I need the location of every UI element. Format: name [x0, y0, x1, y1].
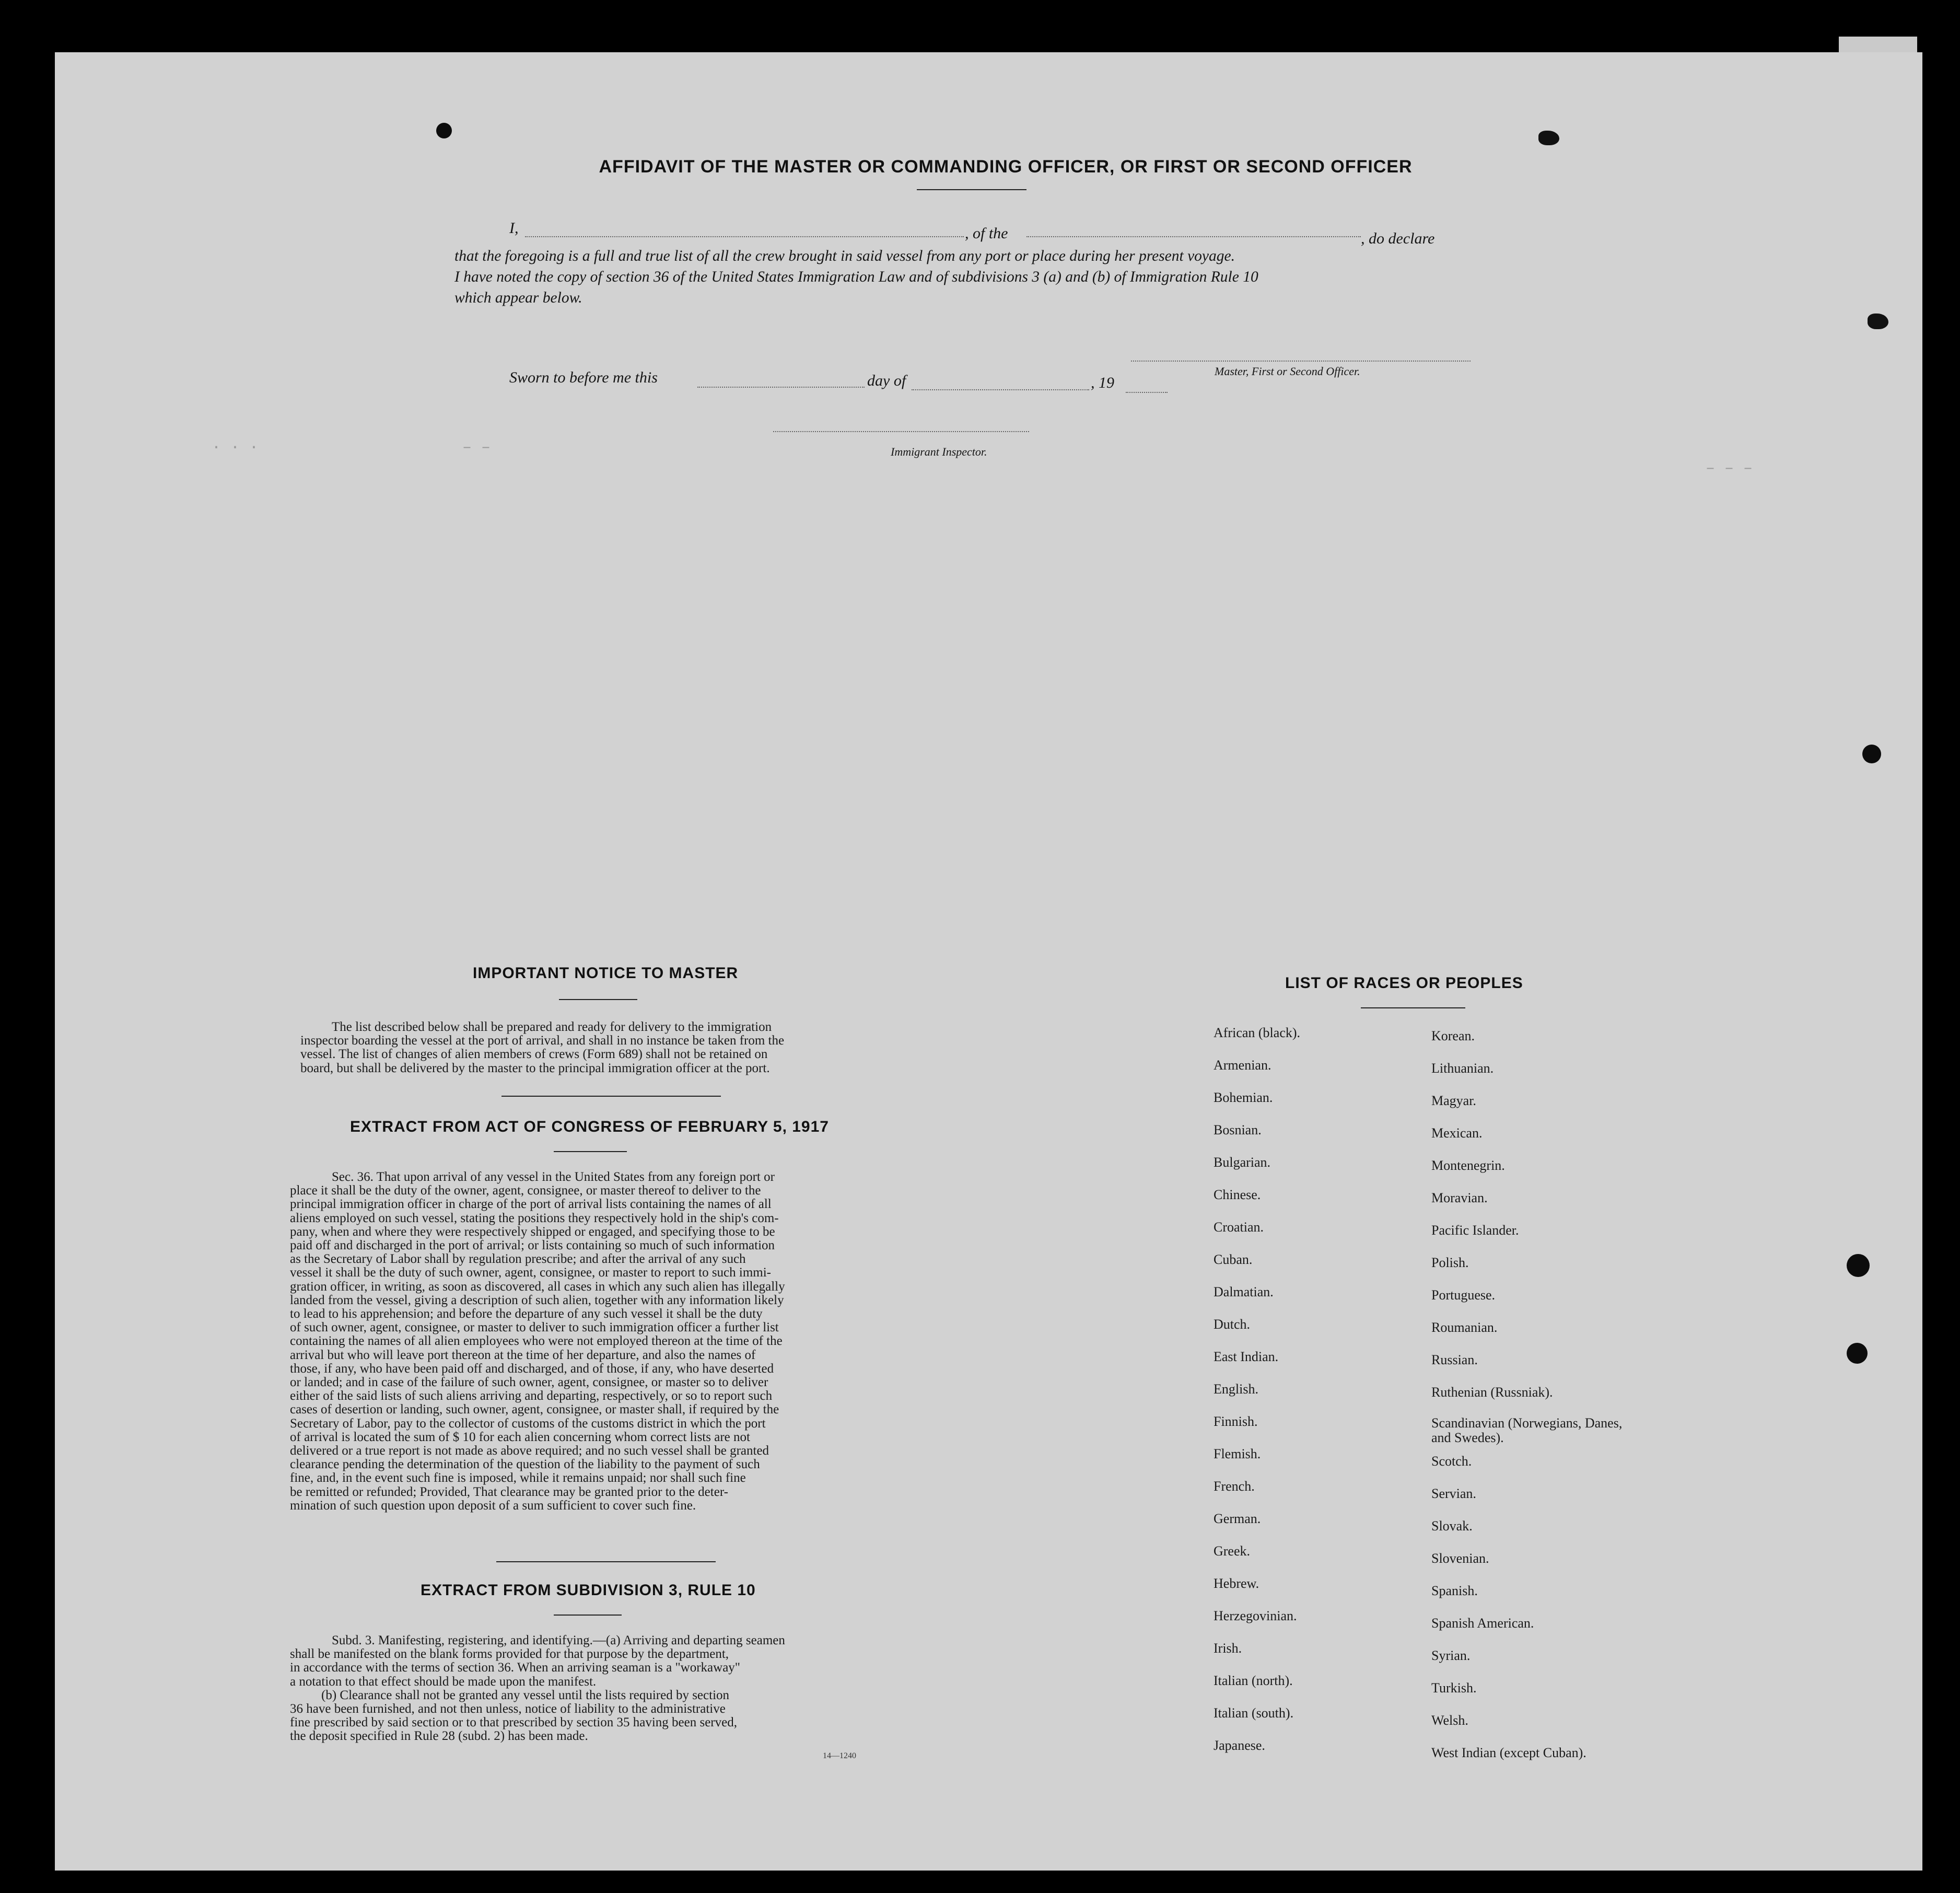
form-number: 14—1240 — [823, 1751, 856, 1760]
rule-line: fine prescribed by said section or to that prescribed by section 35 having been served, — [290, 1715, 737, 1730]
section-divider — [496, 1561, 716, 1562]
act-line: Sec. 36. That upon arrival of any vessel in the United States from any foreign port or — [332, 1170, 775, 1184]
sworn-month-field[interactable] — [912, 389, 1089, 390]
race-left: Flemish. — [1214, 1446, 1261, 1461]
race-left: Italian (north). — [1214, 1673, 1293, 1688]
act-divider — [554, 1151, 627, 1152]
race-right: Turkish. — [1431, 1680, 1477, 1695]
race-right: Moravian. — [1431, 1190, 1488, 1205]
race-left: German. — [1214, 1511, 1261, 1526]
vessel-name-field[interactable] — [1026, 236, 1361, 237]
act-line: or landed; and in case of the failure of such owner, agent, consignee, or master so to deliver — [290, 1375, 768, 1390]
rule-line: the deposit specified in Rule 28 (subd. 2) has been made. — [290, 1729, 588, 1744]
day-of-label: day of — [867, 372, 906, 389]
race-left: Dutch. — [1214, 1317, 1251, 1332]
race-right: Slovenian. — [1431, 1551, 1489, 1566]
rule-extract-title: EXTRACT FROM SUBDIVISION 3, RULE 10 — [421, 1582, 756, 1599]
race-left: Finnish. — [1214, 1414, 1258, 1429]
act-line: place it shall be the duty of the owner, agent, consignee, or master thereof to deliver to the — [290, 1183, 761, 1198]
race-right: Portuguese. — [1431, 1287, 1496, 1303]
notice-line: board, but shall be delivered by the master to the principal immigration officer at the port. — [300, 1061, 770, 1075]
act-line: be remitted or refunded; Provided, That clearance may be granted prior to the deter- — [290, 1484, 728, 1499]
race-left: Italian (south). — [1214, 1705, 1294, 1721]
punch-hole — [1862, 745, 1881, 763]
race-right: Scotch. — [1431, 1454, 1472, 1469]
sworn-year-field[interactable] — [1126, 392, 1168, 393]
race-right: Korean. — [1431, 1028, 1475, 1043]
race-right: Mexican. — [1431, 1125, 1483, 1141]
act-line: of such owner, agent, consignee, or master to deliver to such immigration officer a further list — [290, 1320, 779, 1335]
act-line: fine, and, in the event such fine is imposed, while it remains unpaid; nor shall such fine — [290, 1471, 746, 1485]
notice-line: vessel. The list of changes of alien members of crews (Form 689) shall not be retained on — [300, 1047, 768, 1062]
race-right: Spanish American. — [1431, 1616, 1534, 1631]
act-line: as the Secretary of Labor shall by regulation prescribe; and after the arrival of any such — [290, 1252, 746, 1267]
act-line: Secretary of Labor, pay to the collector of customs of the customs district in which the port — [290, 1416, 766, 1431]
act-line: principal immigration officer in charge of the port of arrival lists containing the names of all — [290, 1197, 772, 1212]
race-right: Welsh. — [1431, 1713, 1468, 1728]
notice-line: The list described below shall be prepared and ready for delivery to the immigration — [332, 1020, 772, 1034]
rule-line: in accordance with the terms of section 36. When an arriving seaman is a "workaway" — [290, 1660, 741, 1675]
act-extract-text — [290, 1170, 979, 1513]
rule-line: Subd. 3. Manifesting, registering, and identifying.—(a) Arriving and departing seamen — [332, 1633, 785, 1647]
declaration-line: that the foregoing is a full and true list of all the crew brought in said vessel from any port or place during her present voyage. — [454, 248, 1235, 264]
act-extract-title: EXTRACT FROM ACT OF CONGRESS OF FEBRUARY 5, 1917 — [350, 1118, 829, 1135]
notice-divider — [559, 999, 637, 1000]
act-line: to lead to his apprehension; and before the departure of any such vessel it shall be the duty — [290, 1307, 763, 1321]
race-left: Croatian. — [1214, 1220, 1264, 1235]
affidavit-of-the-label: , of the — [965, 225, 1008, 242]
race-right: Spanish. — [1431, 1583, 1478, 1598]
affidavit-declaration — [454, 246, 1494, 308]
race-right: Montenegrin. — [1431, 1158, 1505, 1173]
notice-line: inspector boarding the vessel at the port of arrival, and shall in no instance be taken from the — [300, 1033, 785, 1048]
act-line: landed from the vessel, giving a description of such alien, together with any information likely — [290, 1293, 784, 1307]
race-left: Bohemian. — [1214, 1090, 1273, 1105]
master-name-field[interactable] — [525, 236, 964, 237]
act-line: clearance pending the determination of the question of the liability to the payment of such — [290, 1457, 760, 1472]
year-label: , 19 — [1091, 374, 1114, 391]
race-right: Servian. — [1431, 1486, 1476, 1501]
punch-hole — [436, 123, 452, 138]
rule-line: (b) Clearance shall not be granted any vessel until the lists required by section — [321, 1688, 730, 1702]
race-right: Magyar. — [1431, 1093, 1476, 1108]
act-line: cases of desertion or landing, such owner, agent, consignee, or master shall, if required by the — [290, 1402, 779, 1417]
bleed-through-mark: – – — [462, 439, 491, 457]
act-line: arrival but who will leave port thereon at the time of her departure, and also the names of — [290, 1348, 756, 1362]
race-left: Bosnian. — [1214, 1122, 1262, 1137]
bleed-through-mark: – – – — [1706, 460, 1753, 478]
rule-line: 36 have been furnished, and not then unless, notice of liability to the administrative — [290, 1702, 726, 1716]
race-left: Bulgarian. — [1214, 1155, 1271, 1170]
race-left: Irish. — [1214, 1641, 1242, 1656]
punch-hole — [1847, 1254, 1870, 1277]
rule-divider — [554, 1615, 622, 1616]
affidavit-declare-label: , do declare — [1361, 230, 1435, 247]
ink-blot — [1868, 313, 1888, 329]
affidavit-title: AFFIDAVIT OF THE MASTER OR COMMANDING OFFICER, OR FIRST OR SECOND OFFICER — [599, 157, 1413, 177]
notice-text — [300, 1020, 979, 1075]
affidavit-i-label: I, — [509, 219, 519, 237]
race-left: East Indian. — [1214, 1349, 1279, 1364]
race-right: Slovak. — [1431, 1518, 1473, 1534]
act-line: paid off and discharged in the port of arrival; or lists containing so much of such information — [290, 1238, 775, 1253]
race-left: Chinese. — [1214, 1187, 1261, 1202]
act-line: either of the said lists of such aliens arriving and departing, respectively, or so to report such — [290, 1389, 773, 1403]
act-line: mination of such question upon deposit of a sum sufficient to cover such fine. — [290, 1498, 696, 1513]
race-left: Herzegovinian. — [1214, 1608, 1297, 1623]
bleed-through-mark: · · · — [212, 439, 259, 457]
act-line: delivered or a true report is not made as above required; and no such vessel shall be granted — [290, 1444, 769, 1458]
declaration-line: which appear below. — [454, 289, 582, 306]
declaration-line: I have noted the copy of section 36 of the United States Immigration Law and of subdivisions 3 (a) and (b) of Immigration Rule 10 — [454, 269, 1258, 285]
race-left: Japanese. — [1214, 1738, 1265, 1753]
document-page — [55, 52, 1922, 1871]
master-signature-label: Master, First or Second Officer. — [1215, 365, 1360, 378]
act-line: vessel it shall be the duty of such owner, agent, consignee, or master to report to such immi- — [290, 1265, 771, 1280]
race-left: Dalmatian. — [1214, 1284, 1274, 1299]
sworn-day-field[interactable] — [697, 387, 865, 388]
race-right: Roumanian. — [1431, 1320, 1498, 1335]
act-line: those, if any, who have been paid off and discharged, and of those, if any, who have deserted — [290, 1361, 774, 1376]
inspector-signature-label: Immigrant Inspector. — [891, 445, 987, 458]
race-left: Hebrew. — [1214, 1576, 1259, 1591]
race-right: West Indian (except Cuban). — [1431, 1745, 1586, 1760]
act-line: of arrival is located the sum of $ 10 for each alien concerning whom correct lists are not — [290, 1430, 750, 1444]
race-left: Greek. — [1214, 1543, 1251, 1559]
act-line: aliens employed on such vessel, stating the positions they respectively hold in the ship's com- — [290, 1211, 779, 1225]
race-right: Pacific Islander. — [1431, 1223, 1519, 1238]
punch-hole — [1847, 1343, 1868, 1364]
rule-line: a notation to that effect should be made upon the manifest. — [290, 1674, 597, 1689]
section-divider — [501, 1096, 721, 1097]
race-right: Russian. — [1431, 1352, 1478, 1367]
ink-blot — [1538, 131, 1559, 145]
race-left: French. — [1214, 1479, 1255, 1494]
title-divider — [917, 189, 1026, 190]
rule-line: shall be manifested on the blank forms provided for that purpose by the department, — [290, 1647, 729, 1662]
race-right: Ruthenian (Russniak). — [1431, 1385, 1553, 1400]
race-right: Polish. — [1431, 1255, 1469, 1270]
race-right: Syrian. — [1431, 1648, 1471, 1663]
race-left: English. — [1214, 1381, 1258, 1397]
races-title: LIST OF RACES OR PEOPLES — [1285, 974, 1523, 992]
notice-title: IMPORTANT NOTICE TO MASTER — [473, 965, 739, 982]
race-right: Lithuanian. — [1431, 1061, 1494, 1076]
master-signature-line[interactable] — [1131, 361, 1471, 362]
act-line: containing the names of all alien employees who were not employed thereon at the time of the — [290, 1334, 783, 1349]
race-left: Armenian. — [1214, 1058, 1271, 1073]
act-line: pany, when and where they were respectively shipped or engaged, and specifying those to be — [290, 1224, 775, 1239]
race-right: Scandinavian (Norwegians, Danes, and Swedes). — [1431, 1415, 1623, 1445]
rule-extract-text — [290, 1634, 979, 1744]
sworn-label: Sworn to before me this — [509, 369, 658, 386]
race-left: African (black). — [1214, 1025, 1301, 1040]
race-left: Cuban. — [1214, 1252, 1253, 1267]
races-divider — [1361, 1007, 1465, 1008]
act-line: gration officer, in writing, as soon as discovered, all cases in which any such alien has illegally — [290, 1279, 785, 1294]
inspector-signature-line[interactable] — [773, 431, 1029, 432]
